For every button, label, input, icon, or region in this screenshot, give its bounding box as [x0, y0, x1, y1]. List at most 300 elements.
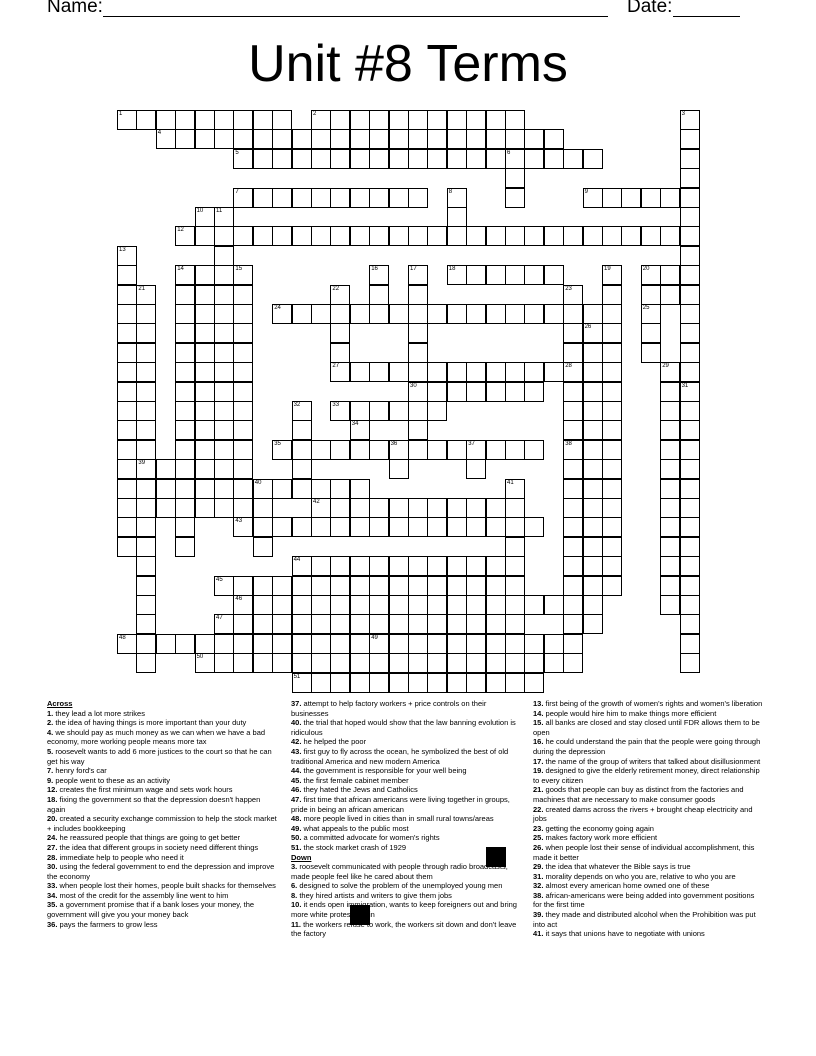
grid-cell[interactable]	[214, 479, 234, 499]
grid-cell[interactable]	[466, 459, 486, 479]
grid-cell[interactable]	[136, 110, 156, 130]
grid-cell[interactable]	[330, 110, 350, 130]
grid-cell[interactable]	[505, 304, 525, 324]
grid-cell[interactable]	[292, 149, 312, 169]
grid-cell[interactable]	[660, 188, 680, 208]
grid-cell[interactable]	[563, 614, 583, 634]
grid-cell[interactable]	[136, 576, 156, 596]
grid-cell[interactable]	[272, 576, 292, 596]
grid-cell[interactable]	[505, 537, 525, 557]
grid-cell[interactable]	[621, 226, 641, 246]
grid-cell[interactable]	[175, 343, 195, 363]
grid-cell[interactable]	[253, 188, 273, 208]
grid-cell[interactable]	[447, 382, 467, 402]
grid-cell[interactable]	[369, 362, 389, 382]
grid-cell[interactable]	[466, 556, 486, 576]
grid-cell[interactable]	[272, 479, 292, 499]
grid-cell[interactable]	[369, 556, 389, 576]
grid-cell[interactable]	[583, 537, 603, 557]
grid-cell[interactable]	[427, 226, 447, 246]
grid-cell[interactable]	[505, 129, 525, 149]
grid-cell[interactable]	[466, 304, 486, 324]
grid-cell[interactable]	[156, 634, 176, 654]
grid-cell[interactable]	[563, 420, 583, 440]
grid-cell[interactable]	[272, 129, 292, 149]
grid-cell[interactable]	[680, 323, 700, 343]
grid-cell[interactable]	[389, 653, 409, 673]
grid-cell[interactable]	[214, 110, 234, 130]
grid-cell[interactable]	[253, 634, 273, 654]
grid-cell[interactable]	[408, 634, 428, 654]
grid-cell[interactable]	[466, 673, 486, 693]
grid-cell[interactable]	[447, 595, 467, 615]
grid-cell[interactable]	[408, 576, 428, 596]
grid-cell[interactable]	[389, 595, 409, 615]
grid-cell[interactable]	[583, 498, 603, 518]
grid-cell[interactable]	[660, 401, 680, 421]
grid-cell[interactable]	[136, 537, 156, 557]
grid-cell[interactable]	[680, 401, 700, 421]
grid-cell[interactable]	[447, 614, 467, 634]
grid-cell[interactable]	[447, 673, 467, 693]
grid-cell[interactable]	[195, 459, 215, 479]
grid-cell[interactable]	[427, 556, 447, 576]
grid-cell[interactable]	[330, 673, 350, 693]
grid-cell[interactable]	[680, 226, 700, 246]
grid-cell[interactable]	[292, 576, 312, 596]
grid-cell[interactable]	[117, 362, 137, 382]
grid-cell[interactable]	[466, 149, 486, 169]
grid-cell[interactable]	[350, 479, 370, 499]
grid-cell[interactable]	[563, 382, 583, 402]
grid-cell[interactable]	[389, 129, 409, 149]
grid-cell[interactable]	[447, 653, 467, 673]
grid-cell[interactable]	[311, 226, 331, 246]
grid-cell[interactable]	[602, 420, 622, 440]
grid-cell[interactable]	[544, 226, 564, 246]
grid-cell[interactable]	[311, 129, 331, 149]
grid-cell[interactable]	[680, 265, 700, 285]
grid-cell[interactable]	[447, 129, 467, 149]
grid-cell[interactable]	[389, 362, 409, 382]
grid-cell[interactable]	[214, 265, 234, 285]
grid-cell[interactable]	[389, 188, 409, 208]
grid-cell[interactable]	[680, 168, 700, 188]
grid-cell[interactable]	[408, 362, 428, 382]
grid-cell[interactable]	[292, 595, 312, 615]
grid-cell[interactable]	[195, 285, 215, 305]
grid-cell[interactable]	[660, 576, 680, 596]
grid-cell[interactable]	[486, 149, 506, 169]
grid-cell[interactable]	[505, 595, 525, 615]
grid-cell[interactable]	[408, 110, 428, 130]
grid-cell[interactable]	[486, 362, 506, 382]
grid-cell[interactable]	[466, 614, 486, 634]
grid-cell[interactable]	[427, 673, 447, 693]
grid-cell[interactable]	[195, 401, 215, 421]
grid-cell[interactable]	[330, 653, 350, 673]
grid-cell[interactable]	[292, 129, 312, 149]
grid-cell[interactable]	[330, 440, 350, 460]
grid-cell[interactable]	[389, 634, 409, 654]
grid-cell[interactable]	[233, 498, 253, 518]
grid-cell[interactable]	[427, 498, 447, 518]
grid-cell[interactable]	[524, 517, 544, 537]
grid-cell[interactable]	[233, 226, 253, 246]
grid-cell[interactable]	[408, 149, 428, 169]
grid-cell[interactable]	[680, 246, 700, 266]
grid-cell[interactable]	[447, 110, 467, 130]
grid-cell[interactable]	[660, 459, 680, 479]
grid-cell[interactable]	[175, 362, 195, 382]
grid-cell[interactable]	[602, 459, 622, 479]
grid-cell[interactable]	[680, 537, 700, 557]
grid-cell[interactable]	[136, 556, 156, 576]
grid-cell[interactable]	[330, 343, 350, 363]
grid-cell[interactable]	[447, 576, 467, 596]
grid-cell[interactable]	[156, 459, 176, 479]
grid-cell[interactable]	[214, 129, 234, 149]
grid-cell[interactable]	[117, 440, 137, 460]
grid-cell[interactable]	[175, 459, 195, 479]
grid-cell[interactable]	[563, 498, 583, 518]
grid-cell[interactable]	[583, 149, 603, 169]
grid-cell[interactable]	[563, 537, 583, 557]
grid-cell[interactable]	[486, 498, 506, 518]
grid-cell[interactable]	[563, 556, 583, 576]
grid-cell[interactable]	[680, 517, 700, 537]
grid-cell[interactable]	[466, 129, 486, 149]
grid-cell[interactable]	[311, 440, 331, 460]
grid-cell[interactable]	[505, 556, 525, 576]
grid-cell[interactable]	[350, 517, 370, 537]
grid-cell[interactable]	[505, 576, 525, 596]
grid-cell[interactable]	[563, 653, 583, 673]
grid-cell[interactable]	[641, 323, 661, 343]
grid-cell[interactable]	[680, 479, 700, 499]
grid-cell[interactable]	[486, 673, 506, 693]
grid-cell[interactable]	[505, 362, 525, 382]
grid-cell[interactable]	[272, 653, 292, 673]
grid-cell[interactable]	[369, 517, 389, 537]
grid-cell[interactable]	[389, 517, 409, 537]
grid-cell[interactable]	[641, 285, 661, 305]
grid-cell[interactable]	[292, 440, 312, 460]
grid-cell[interactable]	[175, 498, 195, 518]
grid-cell[interactable]	[330, 129, 350, 149]
grid-cell[interactable]	[389, 110, 409, 130]
grid-cell[interactable]	[195, 343, 215, 363]
grid-cell[interactable]	[680, 556, 700, 576]
grid-cell[interactable]	[389, 459, 409, 479]
grid-cell[interactable]	[641, 188, 661, 208]
grid-cell[interactable]	[563, 634, 583, 654]
grid-cell[interactable]	[292, 634, 312, 654]
grid-cell[interactable]	[427, 614, 447, 634]
grid-cell[interactable]	[195, 265, 215, 285]
grid-cell[interactable]	[660, 517, 680, 537]
grid-cell[interactable]	[253, 595, 273, 615]
grid-cell[interactable]	[350, 653, 370, 673]
grid-cell[interactable]	[680, 304, 700, 324]
grid-cell[interactable]	[253, 498, 273, 518]
grid-cell[interactable]	[233, 323, 253, 343]
grid-cell[interactable]	[233, 401, 253, 421]
grid-cell[interactable]	[583, 614, 603, 634]
grid-cell[interactable]	[350, 614, 370, 634]
grid-cell[interactable]	[117, 304, 137, 324]
grid-cell[interactable]	[486, 614, 506, 634]
grid-cell[interactable]	[292, 420, 312, 440]
grid-cell[interactable]	[544, 149, 564, 169]
grid-cell[interactable]	[136, 595, 156, 615]
grid-cell[interactable]	[350, 595, 370, 615]
grid-cell[interactable]	[486, 634, 506, 654]
grid-cell[interactable]	[427, 440, 447, 460]
grid-cell[interactable]	[117, 517, 137, 537]
grid-cell[interactable]	[175, 110, 195, 130]
grid-cell[interactable]	[369, 595, 389, 615]
grid-cell[interactable]	[389, 556, 409, 576]
grid-cell[interactable]	[447, 498, 467, 518]
grid-cell[interactable]	[369, 653, 389, 673]
grid-cell[interactable]	[447, 207, 467, 227]
grid-cell[interactable]	[214, 440, 234, 460]
grid-cell[interactable]	[505, 440, 525, 460]
grid-cell[interactable]	[156, 110, 176, 130]
grid-cell[interactable]	[350, 440, 370, 460]
grid-cell[interactable]	[680, 498, 700, 518]
grid-cell[interactable]	[214, 362, 234, 382]
grid-cell[interactable]	[563, 576, 583, 596]
grid-cell[interactable]	[602, 440, 622, 460]
grid-cell[interactable]	[660, 595, 680, 615]
grid-cell[interactable]	[195, 362, 215, 382]
grid-cell[interactable]	[195, 304, 215, 324]
grid-cell[interactable]	[447, 556, 467, 576]
grid-cell[interactable]	[408, 285, 428, 305]
grid-cell[interactable]	[195, 110, 215, 130]
grid-cell[interactable]	[311, 576, 331, 596]
grid-cell[interactable]	[602, 323, 622, 343]
grid-cell[interactable]	[117, 498, 137, 518]
grid-cell[interactable]	[311, 479, 331, 499]
grid-cell[interactable]	[466, 653, 486, 673]
grid-cell[interactable]	[447, 362, 467, 382]
grid-cell[interactable]	[175, 304, 195, 324]
grid-cell[interactable]	[505, 168, 525, 188]
grid-cell[interactable]	[486, 653, 506, 673]
grid-cell[interactable]	[641, 343, 661, 363]
grid-cell[interactable]	[311, 653, 331, 673]
grid-cell[interactable]	[272, 188, 292, 208]
grid-cell[interactable]	[175, 479, 195, 499]
grid-cell[interactable]	[680, 576, 700, 596]
grid-cell[interactable]	[427, 149, 447, 169]
grid-cell[interactable]	[292, 188, 312, 208]
grid-cell[interactable]	[583, 401, 603, 421]
grid-cell[interactable]	[583, 459, 603, 479]
grid-cell[interactable]	[117, 537, 137, 557]
grid-cell[interactable]	[195, 420, 215, 440]
grid-cell[interactable]	[350, 634, 370, 654]
grid-cell[interactable]	[660, 265, 680, 285]
grid-cell[interactable]	[466, 382, 486, 402]
grid-cell[interactable]	[602, 498, 622, 518]
grid-cell[interactable]	[214, 459, 234, 479]
grid-cell[interactable]	[466, 517, 486, 537]
grid-cell[interactable]	[350, 110, 370, 130]
grid-cell[interactable]	[136, 479, 156, 499]
grid-cell[interactable]	[466, 498, 486, 518]
grid-cell[interactable]	[350, 188, 370, 208]
grid-cell[interactable]	[311, 149, 331, 169]
grid-cell[interactable]	[408, 226, 428, 246]
grid-cell[interactable]	[233, 343, 253, 363]
grid-cell[interactable]	[505, 498, 525, 518]
grid-cell[interactable]	[136, 401, 156, 421]
grid-cell[interactable]	[330, 634, 350, 654]
grid-cell[interactable]	[524, 362, 544, 382]
grid-cell[interactable]	[680, 149, 700, 169]
grid-cell[interactable]	[389, 149, 409, 169]
grid-cell[interactable]	[427, 634, 447, 654]
grid-cell[interactable]	[389, 498, 409, 518]
grid-cell[interactable]	[214, 498, 234, 518]
grid-cell[interactable]	[233, 634, 253, 654]
grid-cell[interactable]	[524, 653, 544, 673]
grid-cell[interactable]	[486, 110, 506, 130]
grid-cell[interactable]	[136, 517, 156, 537]
grid-cell[interactable]	[563, 226, 583, 246]
grid-cell[interactable]	[427, 304, 447, 324]
grid-cell[interactable]	[369, 129, 389, 149]
grid-cell[interactable]	[233, 653, 253, 673]
grid-cell[interactable]	[505, 614, 525, 634]
grid-cell[interactable]	[602, 556, 622, 576]
grid-cell[interactable]	[311, 304, 331, 324]
grid-cell[interactable]	[292, 653, 312, 673]
grid-cell[interactable]	[175, 537, 195, 557]
grid-cell[interactable]	[660, 285, 680, 305]
grid-cell[interactable]	[544, 634, 564, 654]
grid-cell[interactable]	[369, 673, 389, 693]
grid-cell[interactable]	[292, 479, 312, 499]
grid-cell[interactable]	[427, 362, 447, 382]
grid-cell[interactable]	[253, 614, 273, 634]
grid-cell[interactable]	[136, 420, 156, 440]
grid-cell[interactable]	[583, 556, 603, 576]
grid-cell[interactable]	[583, 576, 603, 596]
grid-cell[interactable]	[233, 576, 253, 596]
grid-cell[interactable]	[602, 576, 622, 596]
grid-cell[interactable]	[563, 595, 583, 615]
grid-cell[interactable]	[350, 498, 370, 518]
grid-cell[interactable]	[272, 226, 292, 246]
grid-cell[interactable]	[330, 188, 350, 208]
grid-cell[interactable]	[214, 304, 234, 324]
grid-cell[interactable]	[466, 634, 486, 654]
grid-cell[interactable]	[311, 673, 331, 693]
grid-cell[interactable]	[680, 362, 700, 382]
grid-cell[interactable]	[369, 614, 389, 634]
grid-cell[interactable]	[389, 401, 409, 421]
grid-cell[interactable]	[660, 498, 680, 518]
grid-cell[interactable]	[195, 129, 215, 149]
grid-cell[interactable]	[524, 129, 544, 149]
grid-cell[interactable]	[680, 440, 700, 460]
grid-cell[interactable]	[680, 188, 700, 208]
grid-cell[interactable]	[563, 517, 583, 537]
grid-cell[interactable]	[311, 556, 331, 576]
grid-cell[interactable]	[583, 343, 603, 363]
grid-cell[interactable]	[175, 323, 195, 343]
grid-cell[interactable]	[369, 304, 389, 324]
grid-cell[interactable]	[136, 440, 156, 460]
grid-cell[interactable]	[292, 226, 312, 246]
grid-cell[interactable]	[486, 517, 506, 537]
grid-cell[interactable]	[195, 382, 215, 402]
grid-cell[interactable]	[447, 226, 467, 246]
grid-cell[interactable]	[214, 401, 234, 421]
grid-cell[interactable]	[389, 614, 409, 634]
grid-cell[interactable]	[660, 420, 680, 440]
grid-cell[interactable]	[272, 517, 292, 537]
grid-cell[interactable]	[117, 459, 137, 479]
grid-cell[interactable]	[272, 634, 292, 654]
grid-cell[interactable]	[369, 110, 389, 130]
grid-cell[interactable]	[408, 304, 428, 324]
grid-cell[interactable]	[524, 440, 544, 460]
grid-cell[interactable]	[544, 595, 564, 615]
grid-cell[interactable]	[233, 382, 253, 402]
grid-cell[interactable]	[330, 595, 350, 615]
grid-cell[interactable]	[292, 517, 312, 537]
grid-cell[interactable]	[175, 634, 195, 654]
grid-cell[interactable]	[505, 673, 525, 693]
grid-cell[interactable]	[447, 304, 467, 324]
grid-cell[interactable]	[486, 576, 506, 596]
grid-cell[interactable]	[195, 323, 215, 343]
grid-cell[interactable]	[330, 498, 350, 518]
grid-cell[interactable]	[427, 382, 447, 402]
grid-cell[interactable]	[369, 149, 389, 169]
grid-cell[interactable]	[660, 479, 680, 499]
grid-cell[interactable]	[136, 382, 156, 402]
grid-cell[interactable]	[389, 673, 409, 693]
grid-cell[interactable]	[156, 479, 176, 499]
grid-cell[interactable]	[408, 556, 428, 576]
grid-cell[interactable]	[408, 595, 428, 615]
grid-cell[interactable]	[214, 226, 234, 246]
grid-cell[interactable]	[505, 110, 525, 130]
grid-cell[interactable]	[524, 226, 544, 246]
grid-cell[interactable]	[505, 265, 525, 285]
grid-cell[interactable]	[175, 420, 195, 440]
grid-cell[interactable]	[486, 304, 506, 324]
grid-cell[interactable]	[214, 382, 234, 402]
grid-cell[interactable]	[369, 226, 389, 246]
grid-cell[interactable]	[136, 653, 156, 673]
grid-cell[interactable]	[350, 556, 370, 576]
grid-cell[interactable]	[602, 285, 622, 305]
grid-cell[interactable]	[466, 265, 486, 285]
grid-cell[interactable]	[680, 285, 700, 305]
grid-cell[interactable]	[292, 614, 312, 634]
grid-cell[interactable]	[136, 323, 156, 343]
grid-cell[interactable]	[117, 401, 137, 421]
grid-cell[interactable]	[253, 653, 273, 673]
